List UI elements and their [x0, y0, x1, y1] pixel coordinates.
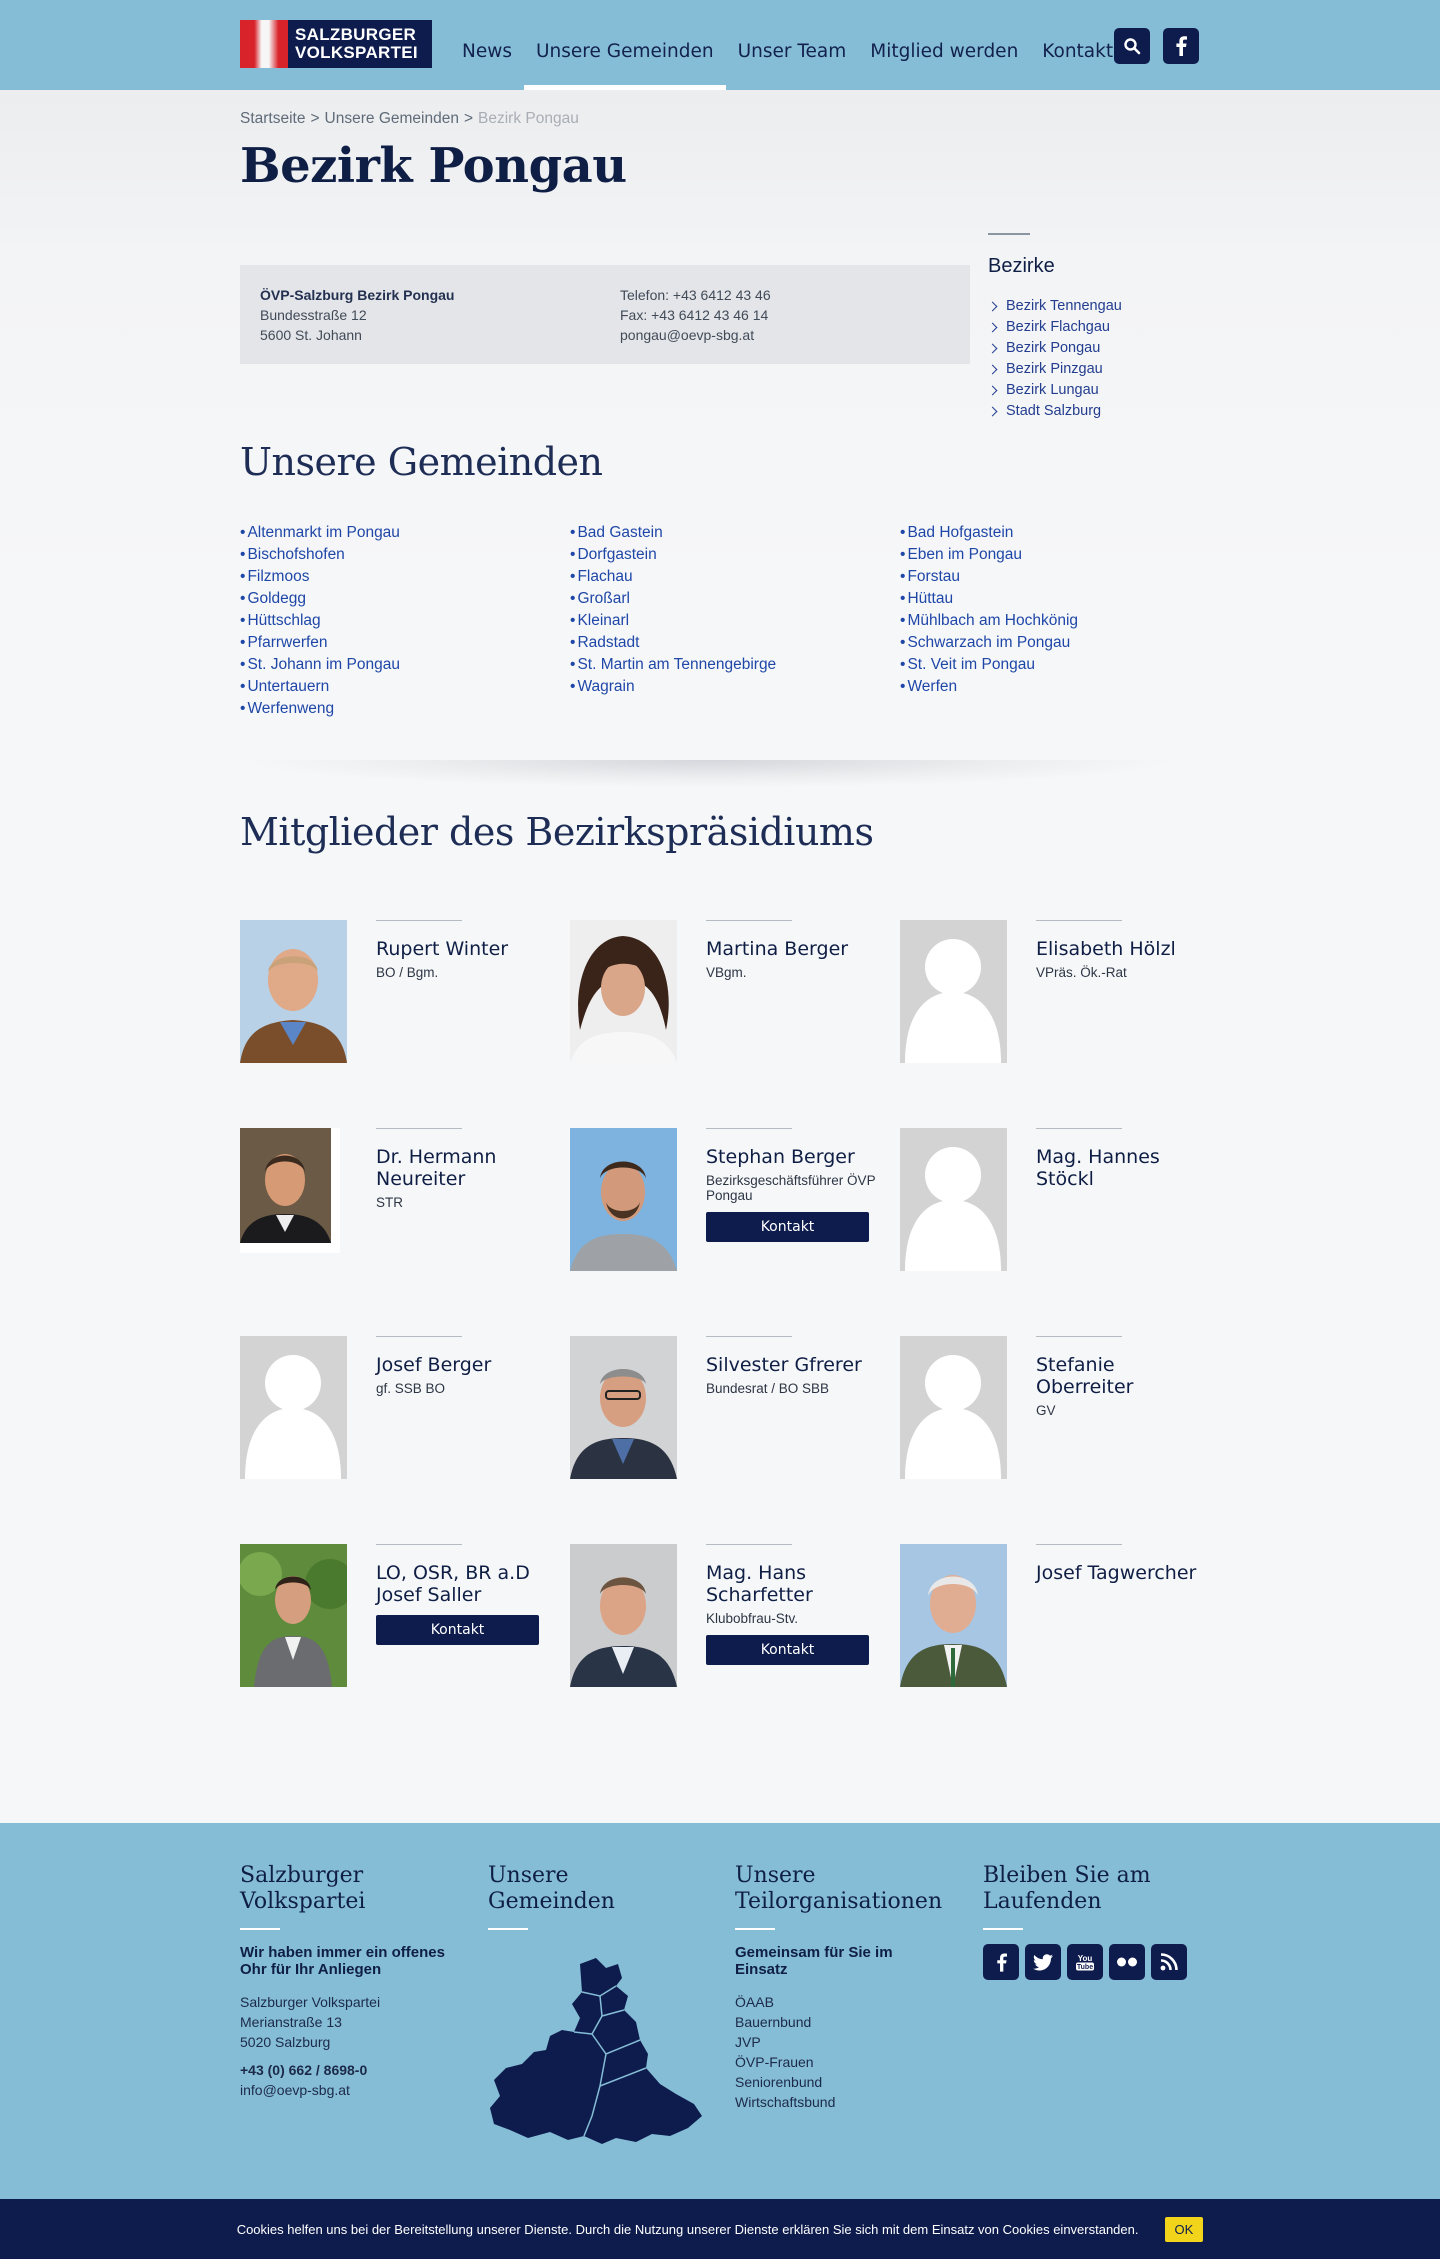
logo-line-1: SALZBURGER [295, 25, 417, 44]
facebook-icon [996, 1953, 1007, 1972]
gemeinde-link[interactable]: • Eben im Pongau [900, 544, 1078, 566]
twitter-button[interactable] [1025, 1944, 1061, 1980]
member-role: STR [376, 1195, 403, 1210]
footer-email[interactable]: info@oevp-sbg.at [240, 2082, 350, 2098]
member-photo [240, 920, 347, 1063]
footer-col-gemeinden [488, 1863, 708, 2151]
member-photo [570, 1544, 677, 1687]
kontakt-button[interactable]: Kontakt [376, 1615, 539, 1645]
gemeinde-link[interactable]: • Dorfgastein [570, 544, 776, 566]
gemeinde-link[interactable]: • Flachau [570, 566, 776, 588]
cookie-text: Cookies helfen uns bei der Bereitstellung unserer Dienste. Durch die Nutzung unserer Dienste erklären Sie sich mit dem Einsatz von Cookies einverstanden. [236, 2221, 1139, 2237]
footer-org-link[interactable]: ÖAAB [735, 1994, 774, 2010]
nav-unser-team[interactable]: Unser Team [737, 40, 847, 62]
svg-text:You: You [1077, 1954, 1093, 1963]
gemeinde-link[interactable]: • Bad Hofgastein [900, 522, 1078, 544]
footer-title: Bleiben Sie am Laufenden [983, 1863, 1151, 1914]
contact-phone[interactable]: Telefon: +43 6412 43 46 [620, 287, 771, 303]
search-button[interactable] [1114, 28, 1150, 64]
member-photo [570, 1336, 677, 1479]
member-role: gf. SSB BO [376, 1381, 446, 1396]
member-name: Josef Berger [376, 1354, 492, 1376]
gemeinde-link[interactable]: • Goldegg [240, 588, 400, 610]
gemeinde-link[interactable]: • Filzmoos [240, 566, 400, 588]
footer-title: Unsere Gemeinden [488, 1863, 615, 1914]
logo-flag-icon [240, 20, 288, 68]
footer-col-teilorganisationen [735, 1863, 955, 2112]
page-title: Bezirk Pongau [240, 138, 627, 194]
gemeinde-link[interactable]: • Schwarzach im Pongau [900, 632, 1078, 654]
facebook-icon [1175, 36, 1187, 56]
gemeinde-link[interactable]: • Wagrain [570, 676, 776, 698]
member-card [240, 1128, 555, 1273]
member-card [570, 1128, 885, 1273]
chevron-right-icon [988, 302, 998, 312]
breadcrumb-current: Bezirk Pongau [478, 110, 579, 127]
sidebar-item-flachgau[interactable]: Bezirk Flachgau [988, 317, 1122, 338]
breadcrumb-separator: > [463, 110, 474, 127]
member-role: VPräs. Ök.-Rat [1036, 965, 1127, 980]
footer-address-line: Merianstraße 13 [240, 2014, 342, 2030]
member-name: Martina Berger [706, 938, 849, 960]
gemeinde-link[interactable]: • Altenmarkt im Pongau [240, 522, 400, 544]
gemeinde-link[interactable]: • Radstadt [570, 632, 776, 654]
member-name: LO, OSR, BR a.D Josef Saller [376, 1562, 530, 1606]
gemeinde-link[interactable]: • Werfen [900, 676, 1078, 698]
kontakt-button[interactable]: Kontakt [706, 1212, 869, 1242]
salzburg-map-icon[interactable] [488, 1956, 708, 2146]
search-icon [1123, 37, 1141, 55]
gemeinden-column-2 [570, 522, 776, 698]
breadcrumb-unsere-gemeinden[interactable]: Unsere Gemeinden [324, 110, 459, 127]
member-card [900, 1128, 1215, 1273]
footer-org-link[interactable]: ÖVP-Frauen [735, 2054, 814, 2070]
gemeinde-link[interactable]: • St. Martin am Tennengebirge [570, 654, 776, 676]
breadcrumb [240, 110, 579, 128]
sidebar-title: Bezirke [988, 255, 1055, 277]
member-card [240, 1544, 555, 1689]
gemeinde-link[interactable]: • Kleinarl [570, 610, 776, 632]
rss-icon [1160, 1953, 1178, 1971]
chevron-right-icon [988, 344, 998, 354]
footer-address-line: 5020 Salzburg [240, 2034, 331, 2050]
member-role: VBgm. [706, 965, 747, 980]
gemeinde-link[interactable]: • Werfenweng [240, 698, 400, 720]
member-name: Mag. Hannes Stöckl [1036, 1146, 1160, 1190]
flickr-button[interactable] [1109, 1944, 1145, 1980]
member-card [900, 920, 1215, 1065]
member-card [570, 1544, 885, 1689]
footer-col-contact [240, 1863, 460, 2100]
member-photo-placeholder [900, 1128, 1007, 1271]
twitter-icon [1033, 1954, 1053, 1971]
sidebar-item-tennengau[interactable]: Bezirk Tennengau [988, 296, 1122, 317]
member-name: Dr. Hermann Neureiter [376, 1146, 497, 1190]
main-nav [450, 0, 1125, 90]
youtube-button[interactable] [1067, 1944, 1103, 1980]
footer-org-link[interactable]: Bauernbund [735, 2014, 812, 2030]
member-name: Stephan Berger [706, 1146, 855, 1168]
chevron-right-icon [988, 386, 998, 396]
contact-info-box [240, 265, 970, 364]
footer-org-link[interactable]: Seniorenbund [735, 2074, 823, 2090]
nav-unsere-gemeinden[interactable]: Unsere Gemeinden [524, 0, 726, 90]
chevron-right-icon [988, 365, 998, 375]
footer-org-link[interactable]: Wirtschaftsbund [735, 2094, 836, 2110]
sidebar-divider [988, 233, 1030, 235]
member-role: GV [1036, 1403, 1056, 1418]
footer-subtitle: Gemeinsam für Sie im Einsatz [735, 1944, 893, 1978]
member-photo-placeholder [900, 1336, 1007, 1479]
member-name: Rupert Winter [376, 938, 509, 960]
gemeinde-link[interactable]: • St. Veit im Pongau [900, 654, 1078, 676]
contact-city: 5600 St. Johann [260, 327, 362, 343]
contact-fax: Fax: +43 6412 43 46 14 [620, 307, 769, 323]
rss-button[interactable] [1151, 1944, 1187, 1980]
gemeinde-link[interactable]: • Untertauern [240, 676, 400, 698]
sidebar-item-lungau[interactable]: Bezirk Lungau [988, 380, 1122, 401]
contact-org: ÖVP-Salzburg Bezirk Pongau [260, 287, 455, 303]
gemeinden-column-3 [900, 522, 1078, 698]
chevron-right-icon [988, 323, 998, 333]
member-role: Klubobfrau-Stv. [706, 1611, 799, 1626]
sidebar-item-pongau[interactable]: Bezirk Pongau [988, 338, 1122, 359]
footer-phone[interactable]: +43 (0) 662 / 8698-0 [240, 2062, 368, 2078]
breadcrumb-separator: > [310, 110, 320, 127]
nav-news[interactable]: News [462, 40, 512, 62]
gemeinde-link[interactable]: • St. Johann im Pongau [240, 654, 400, 676]
sidebar-item-pinzgau[interactable]: Bezirk Pinzgau [988, 359, 1122, 380]
svg-text:Tube: Tube [1076, 1964, 1094, 1972]
member-photo [900, 1544, 1007, 1687]
member-name: Stefanie Oberreiter [1036, 1354, 1134, 1398]
member-card [240, 920, 555, 1065]
flickr-icon [1116, 1957, 1138, 1967]
footer-subtitle: Wir haben immer ein offenes Ohr für Ihr Anliegen [240, 1944, 445, 1978]
section-divider-shadow [240, 760, 1180, 788]
social-links [983, 1944, 1203, 1980]
member-role: BO / Bgm. [376, 965, 439, 980]
contact-email[interactable]: pongau@oevp-sbg.at [620, 327, 755, 343]
gemeinde-link[interactable]: • Hüttau [900, 588, 1078, 610]
footer-title: Salzburger Volkspartei [240, 1863, 366, 1914]
member-card [570, 920, 885, 1065]
gemeinden-column-1 [240, 522, 400, 720]
chevron-right-icon [988, 407, 998, 417]
member-card [900, 1544, 1215, 1689]
member-role: Bezirksgeschäftsführer ÖVP Pongau [706, 1173, 876, 1203]
member-photo [240, 1544, 347, 1687]
member-photo-placeholder [900, 920, 1007, 1063]
user-placeholder-icon [900, 1128, 1007, 1271]
member-photo-placeholder [240, 1336, 347, 1479]
member-name: Mag. Hans Scharfetter [706, 1562, 813, 1606]
facebook-button[interactable] [1163, 28, 1199, 64]
user-placeholder-icon [900, 920, 1007, 1063]
gemeinde-link[interactable]: • Großarl [570, 588, 776, 610]
user-placeholder-icon [900, 1336, 1007, 1479]
member-role: Bundesrat / BO SBB [706, 1381, 830, 1396]
member-photo [570, 1128, 677, 1271]
user-placeholder-icon [240, 1336, 347, 1479]
footer-col-social [983, 1863, 1203, 1980]
gemeinde-link[interactable]: • Pfarrwerfen [240, 632, 400, 654]
cookie-ok-button[interactable]: OK [1165, 2217, 1204, 2242]
member-photo [570, 920, 677, 1063]
member-name: Elisabeth Hölzl [1036, 938, 1176, 960]
member-name: Josef Tagwercher [1036, 1562, 1197, 1584]
facebook-button[interactable] [983, 1944, 1019, 1980]
footer-address-line: Salzburger Volkspartei [240, 1994, 381, 2010]
nav-mitglied-werden[interactable]: Mitglied werden [870, 40, 1019, 62]
gemeinde-link[interactable]: • Forstau [900, 566, 1078, 588]
member-card [240, 1336, 555, 1481]
member-photo [240, 1128, 340, 1253]
contact-street: Bundesstraße 12 [260, 307, 367, 323]
gemeinde-link[interactable]: • Mühlbach am Hochkönig [900, 610, 1078, 632]
footer-title: Unsere Teilorganisationen [735, 1863, 943, 1914]
nav-kontakt[interactable]: Kontakt [1042, 40, 1114, 62]
sidebar-item-stadt-salzburg[interactable]: Stadt Salzburg [988, 401, 1122, 422]
gemeinden-title: Unsere Gemeinden [240, 440, 603, 484]
logo-line-2: VOLKSPARTEI [295, 43, 418, 62]
praesidium-title: Mitglieder des Bezirkspräsidiums [240, 810, 874, 854]
logo[interactable] [240, 20, 432, 68]
site-footer [0, 1823, 1440, 2199]
footer-org-link[interactable]: JVP [735, 2034, 761, 2050]
site-header [0, 0, 1440, 90]
youtube-icon [1074, 1952, 1096, 1972]
sidebar-bezirke-list [988, 296, 1122, 422]
member-name: Silvester Gfrerer [706, 1354, 862, 1376]
gemeinde-link[interactable]: • Bad Gastein [570, 522, 776, 544]
member-card [570, 1336, 885, 1481]
gemeinde-link[interactable]: • Hüttschlag [240, 610, 400, 632]
kontakt-button[interactable]: Kontakt [706, 1635, 869, 1665]
member-card [900, 1336, 1215, 1481]
gemeinde-link[interactable]: • Bischofshofen [240, 544, 400, 566]
breadcrumb-startseite[interactable]: Startseite [240, 110, 306, 127]
cookie-banner [0, 2199, 1440, 2259]
